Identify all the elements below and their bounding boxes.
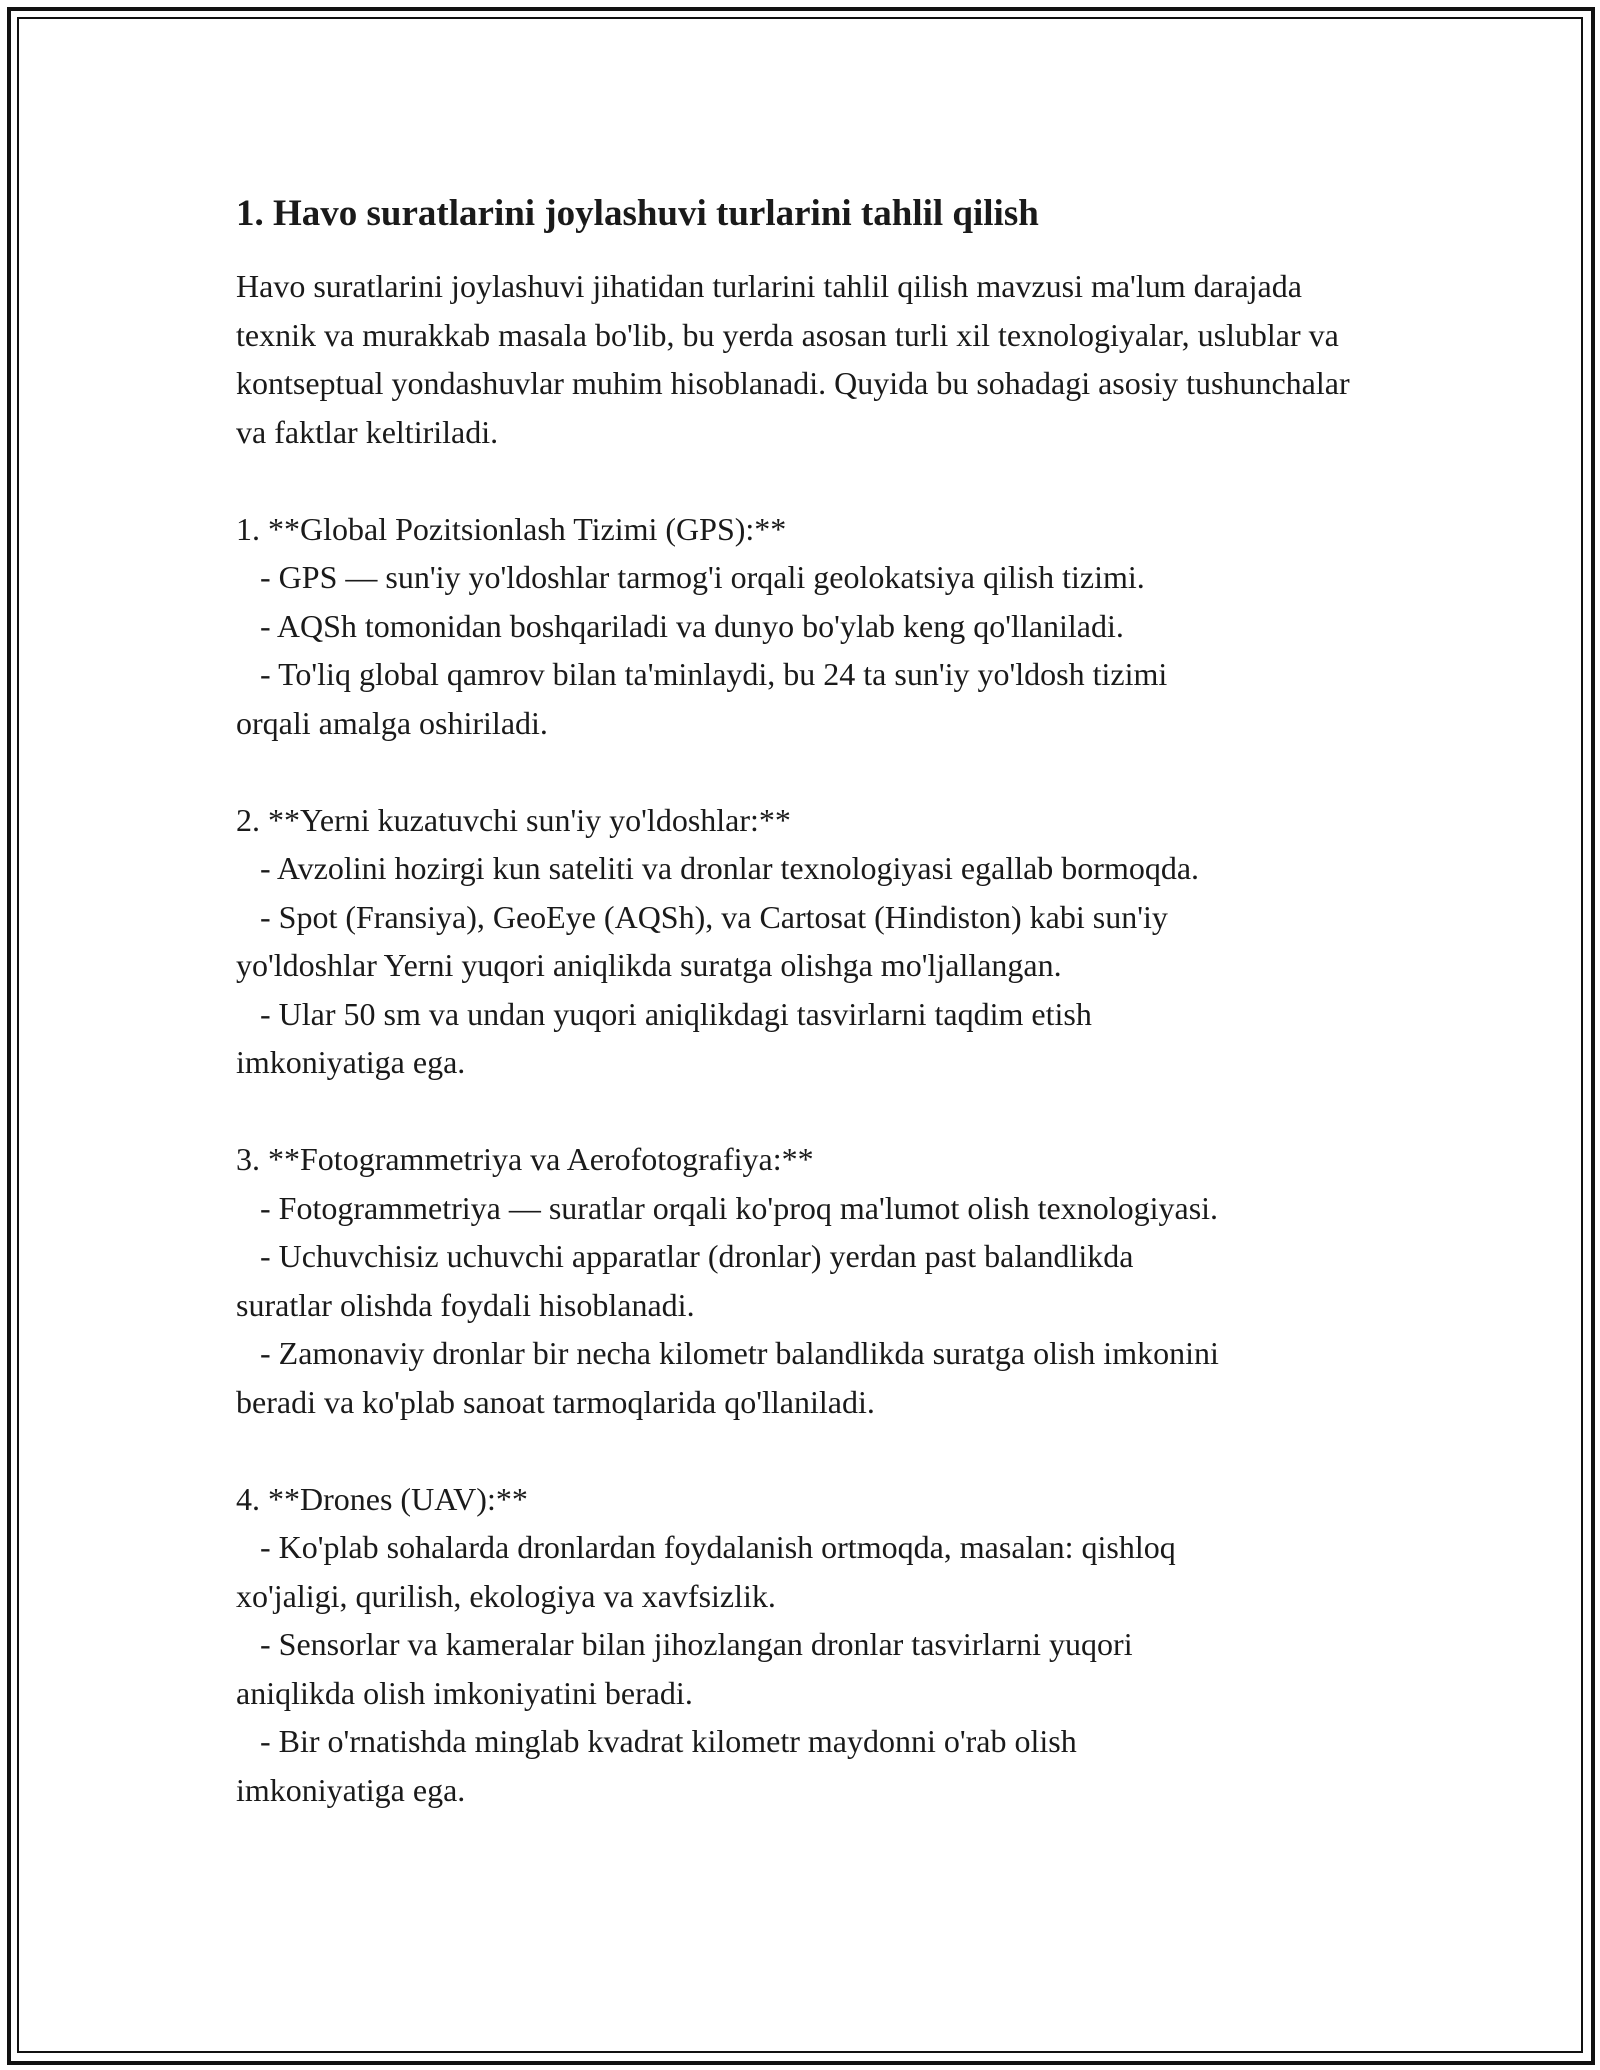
section-heading: 1. **Global Pozitsionlash Tizimi (GPS):**: [236, 510, 787, 547]
section-drones: [236, 1475, 1386, 1815]
bullet-item: - Ular 50 sm va undan yuqori aniqlikdagi tasvirlarni taqdim etish imkoniyatiga ega.: [236, 995, 1092, 1080]
section-earth-observation: [236, 796, 1386, 1087]
section-heading: 2. **Yerni kuzatuvchi sun'iy yo'ldoshlar:**: [236, 801, 791, 838]
section-spacer: [236, 747, 1386, 796]
bullet-item: - Zamonaviy dronlar bir necha kilometr balandlikda suratga olish imkonini beradi va ko'plab sanoat tarmoqlarida qo'llaniladi.: [236, 1335, 1219, 1420]
intro-paragraph: Havo suratlarini joylashuvi jihatidan turlarini tahlil qilish mavzusi ma'lum darajada texnik va murakkab masala bo'lib, bu yerda asosan turli xil texnologiyalar, uslublar va kontseptual yondashuvlar muhim hisoblanadi. Quyida bu sohadagi asosiy tushunchalar va faktlar keltiriladi.: [236, 268, 1358, 450]
bullet-item: - Uchuvchisiz uchuvchi apparatlar (dronlar) yerdan past balandlikda suratlar olishda foydali hisoblanadi.: [236, 1238, 1134, 1323]
bullet-item: - AQSh tomonidan boshqariladi va dunyo bo'ylab keng qo'llaniladi.: [236, 607, 1124, 644]
section-spacer: [236, 456, 1386, 505]
bullet-item: - To'liq global qamrov bilan ta'minlaydi, bu 24 ta sun'iy yo'ldosh tizimi orqali amalga oshiriladi.: [236, 656, 1168, 741]
document-title: 1. Havo suratlarini joylashuvi turlarini tahlil qilish: [236, 193, 1039, 234]
bullet-item: - Sensorlar va kameralar bilan jihozlangan dronlar tasvirlarni yuqori aniqlikda olish imkoniyatini beradi.: [236, 1626, 1133, 1711]
section-heading: 4. **Drones (UAV):**: [236, 1480, 528, 1517]
bullet-item: - GPS — sun'iy yo'ldoshlar tarmog'i orqali geolokatsiya qilish tizimi.: [236, 559, 1145, 595]
document-body: [236, 186, 1386, 1814]
bullet-item: - Spot (Fransiya), GeoEye (AQSh), va Cartosat (Hindiston) kabi sun'iy yo'ldoshlar Yerni yuqori aniqlikda suratga olishga mo'ljallangan.: [236, 898, 1168, 983]
bullet-item: - Bir o'rnatishda minglab kvadrat kilometr maydonni o'rab olish imkoniyatiga ega.: [236, 1723, 1077, 1808]
bullet-item: - Fotogrammetriya — suratlar orqali ko'proq ma'lumot olish texnologiyasi.: [236, 1189, 1219, 1226]
bullet-item: - Ko'plab sohalarda dronlardan foydalanish ortmoqda, masalan: qishloq xo'jaligi, qurilish, ekologiya va xavfsizlik.: [236, 1529, 1176, 1614]
section-spacer: [236, 1087, 1386, 1136]
bullet-item: - Avzolini hozirgi kun sateliti va dronlar texnologiyasi egallab bormoqda.: [236, 850, 1200, 886]
section-spacer: [236, 1426, 1386, 1475]
section-heading: 3. **Fotogrammetriya va Aerofotografiya:**: [236, 1141, 814, 1177]
section-gps: [236, 505, 1386, 748]
section-photogrammetry: [236, 1135, 1386, 1426]
